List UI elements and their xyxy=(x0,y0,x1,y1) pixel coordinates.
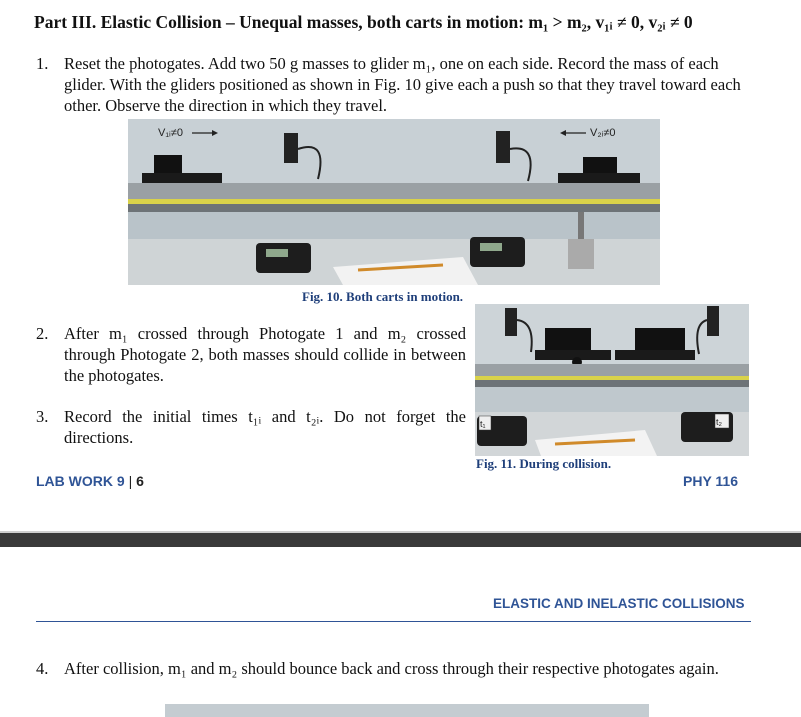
step-2 xyxy=(36,323,466,386)
step-2-text: After m₁ crossed through Photogate 1 and m₂ crossed through Photogate 2, both masses should collide in between the photogates. xyxy=(64,324,466,385)
fig11-label-t2: t₂ xyxy=(716,417,722,427)
next-page-header: ELASTIC AND INELASTIC COLLISIONS xyxy=(493,596,745,611)
fig10-label-left: V₁ᵢ≠0 xyxy=(158,127,183,139)
footer-lab-label: LAB WORK 9 xyxy=(36,473,125,489)
figure-10-photo xyxy=(128,119,660,285)
step-4-text: After collision, m₁ and m₂ should bounce back and cross through their respective photogates again. xyxy=(64,659,719,678)
fig11-label-t1: t₁ xyxy=(480,419,486,429)
air-track-collision-image xyxy=(475,304,749,456)
step-1-text: Reset the photogates. Add two 50 g masses to glider m₁, one on each side. Record the mass of each glider. With the gliders positioned as shown in Fig. 10 give each a push so that they travel toward each other. Observe the direction in which they travel. xyxy=(64,54,741,115)
footer-left xyxy=(36,473,144,489)
step-1-number: 1. xyxy=(36,54,49,73)
page-break xyxy=(0,533,801,547)
header-rule xyxy=(36,621,751,622)
step-1 xyxy=(36,53,746,116)
air-track-both-carts-image xyxy=(128,119,660,285)
step-4-number: 4. xyxy=(36,659,49,678)
footer-course-code: PHY 116 xyxy=(683,473,739,489)
fig10-label-right: V₂ᵢ≠0 xyxy=(590,127,616,139)
footer-separator: | xyxy=(128,473,133,489)
step-3-number: 3. xyxy=(36,407,49,426)
step-3 xyxy=(36,406,466,448)
figure-12-photo-partial xyxy=(165,704,649,717)
footer-page-number: 6 xyxy=(136,473,144,489)
figure-11-photo xyxy=(475,304,749,456)
part-title: Part III. Elastic Collision – Unequal masses, both carts in motion: m₁ > m₂, v₁ᵢ ≠ 0, v₂ᵢ ≠ 0 xyxy=(34,12,693,32)
figure-10-caption: Fig. 10. Both carts in motion. xyxy=(302,289,464,304)
step-2-number: 2. xyxy=(36,324,49,343)
step-4 xyxy=(36,658,746,679)
figure-11-caption: Fig. 11. During collision. xyxy=(476,456,612,471)
step-3-text: Record the initial times t₁ᵢ and t₂ᵢ. Do not forget the directions. xyxy=(64,407,466,447)
